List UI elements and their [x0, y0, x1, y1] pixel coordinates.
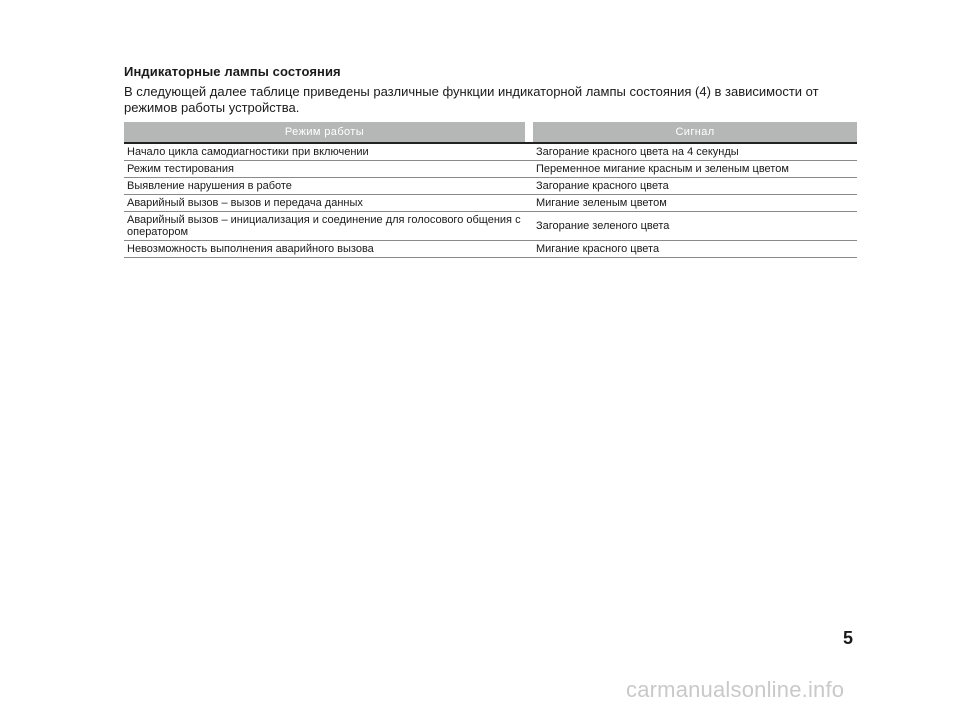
- column-gap: [525, 161, 533, 178]
- table-cell-mode: Невозможность выполнения аварийного вызова: [124, 241, 525, 258]
- table-cell-signal: Загорание зеленого цвета: [533, 212, 857, 241]
- column-header-mode: Режим работы: [124, 122, 525, 143]
- watermark: carmanualsonline.info: [626, 677, 845, 702]
- column-header-signal: Сигнал: [533, 122, 857, 143]
- table-row: [124, 178, 857, 195]
- table-row: [124, 241, 857, 258]
- column-gap: [525, 122, 533, 143]
- table-row: [124, 143, 857, 161]
- column-gap: [525, 195, 533, 212]
- table-row: [124, 195, 857, 212]
- table-cell-signal: Загорание красного цвета на 4 секунды: [533, 143, 857, 161]
- table-header-row: [124, 122, 857, 143]
- table-row: [124, 161, 857, 178]
- column-gap: [525, 241, 533, 258]
- table-cell-signal: Загорание красного цвета: [533, 178, 857, 195]
- table-cell-mode: Аварийный вызов – инициализация и соединение для голосового общения с оператором: [124, 212, 525, 241]
- intro-paragraph: В следующей далее таблице приведены различные функции индикаторной лампы состояния (4) в зависимости от режимов работы устройства.: [124, 84, 819, 115]
- status-lamp-table: [124, 122, 857, 258]
- table-cell-mode: Начало цикла самодиагностики при включении: [124, 143, 525, 161]
- page-number: 5: [843, 628, 854, 648]
- table-cell-signal: Мигание красного цвета: [533, 241, 857, 258]
- table-cell-signal: Мигание зеленым цветом: [533, 195, 857, 212]
- table-cell-signal: Переменное мигание красным и зеленым цветом: [533, 161, 857, 178]
- column-gap: [525, 178, 533, 195]
- page-title: Индикаторные лампы состояния: [124, 64, 341, 79]
- table-row: [124, 212, 857, 241]
- column-gap: [525, 143, 533, 161]
- table-cell-mode: Выявление нарушения в работе: [124, 178, 525, 195]
- table-cell-mode: Аварийный вызов – вызов и передача данных: [124, 195, 525, 212]
- column-gap: [525, 212, 533, 241]
- table-cell-mode: Режим тестирования: [124, 161, 525, 178]
